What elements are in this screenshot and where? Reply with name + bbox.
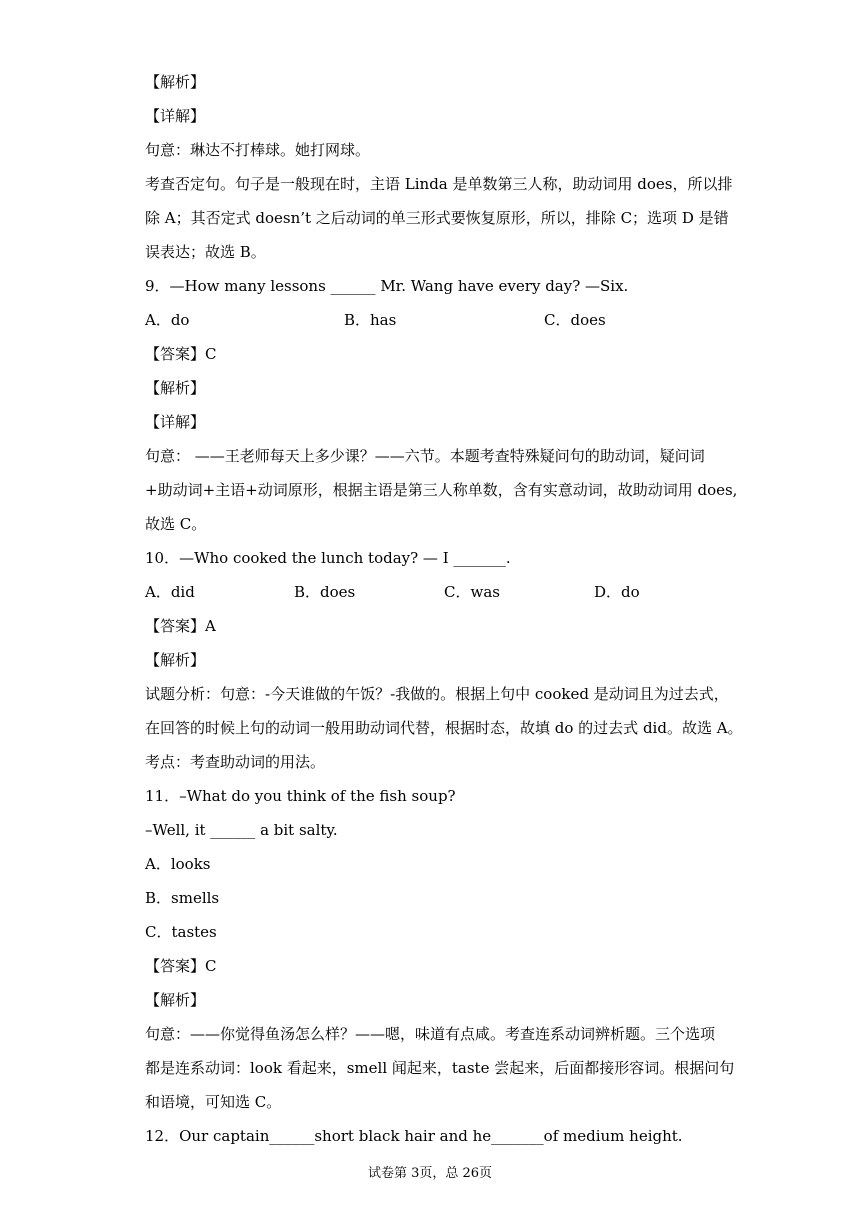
q11-option-c: C．tastes (145, 923, 217, 941)
explanation-line: 句意：——你觉得鱼汤怎么样？——嗯，味道有点咸。考查连系动词辨析题。三个选项 (145, 1025, 716, 1043)
question-10: 10．—Who cooked the lunch today? — I _______. (145, 549, 511, 567)
q9-option-a: A．do (145, 311, 190, 329)
explanation-line: 故选 C。 (145, 515, 207, 533)
q10-option-d: D．do (594, 583, 640, 601)
detail-heading: 【详解】 (145, 107, 206, 125)
explanation-line: 考点：考查助动词的用法。 (145, 753, 326, 771)
explanation-line: +助动词+主语+动词原形，根据主语是第三人称单数，含有实意动词，故助动词用 does, (145, 481, 738, 499)
q11-option-a: A．looks (145, 855, 211, 873)
analysis-heading: 【解析】 (145, 379, 206, 397)
explanation-line: 考查否定句。句子是一般现在时，主语 Linda 是单数第三人称，助动词用 does，所以排 (145, 175, 733, 193)
answer-label: 【答案】A (145, 617, 216, 635)
explanation-line: 试题分析：句意：-今天谁做的午饭？-我做的。根据上句中 cooked 是动词且为过去式， (145, 685, 729, 703)
explanation-line: 在回答的时候上句的动词一般用助动词代替，根据时态，故填 do 的过去式 did。故选 A。 (145, 719, 743, 737)
q10-option-b: B．does (294, 583, 356, 601)
analysis-heading: 【解析】 (145, 991, 206, 1009)
analysis-heading: 【解析】 (145, 651, 206, 669)
q10-option-a: A．did (145, 583, 195, 601)
page-footer: 试卷第 3页，总 26页 (367, 1166, 493, 1181)
detail-heading: 【详解】 (145, 413, 206, 431)
answer-label: 【答案】C (145, 345, 217, 363)
q11-option-b: B．smells (145, 889, 220, 907)
question-12: 12．Our captain______short black hair and he_______of medium height. (145, 1127, 683, 1145)
explanation-line: 都是连系动词：look 看起来，smell 闻起来，taste 尝起来，后面都接形容词。根据问句 (145, 1059, 735, 1077)
answer-label: 【答案】C (145, 957, 217, 975)
q10-option-c: C．was (444, 583, 500, 601)
explanation-line: 除 A；其否定式 doesn’t 之后动词的单三形式要恢复原形，所以，排除 C；选项 D 是错 (145, 209, 729, 227)
explanation-line: 和语境，可知选 C。 (145, 1093, 282, 1111)
q9-option-c: C．does (544, 311, 606, 329)
question-11: 11．–What do you think of the fish soup? (145, 787, 456, 805)
question-9: 9．—How many lessons ______ Mr. Wang have every day? —Six. (145, 277, 629, 295)
explanation-line: 句意： ——王老师每天上多少课？——六节。本题考查特殊疑问句的助动词，疑问词 (145, 447, 705, 465)
analysis-heading: 【解析】 (145, 73, 206, 91)
q9-option-b: B．has (344, 311, 397, 329)
sentence-meaning: 句意：琳达不打棒球。她打网球。 (145, 141, 371, 159)
explanation-line: 误表达；故选 B。 (145, 243, 266, 261)
question-11-reply: –Well, it ______ a bit salty. (145, 821, 338, 839)
